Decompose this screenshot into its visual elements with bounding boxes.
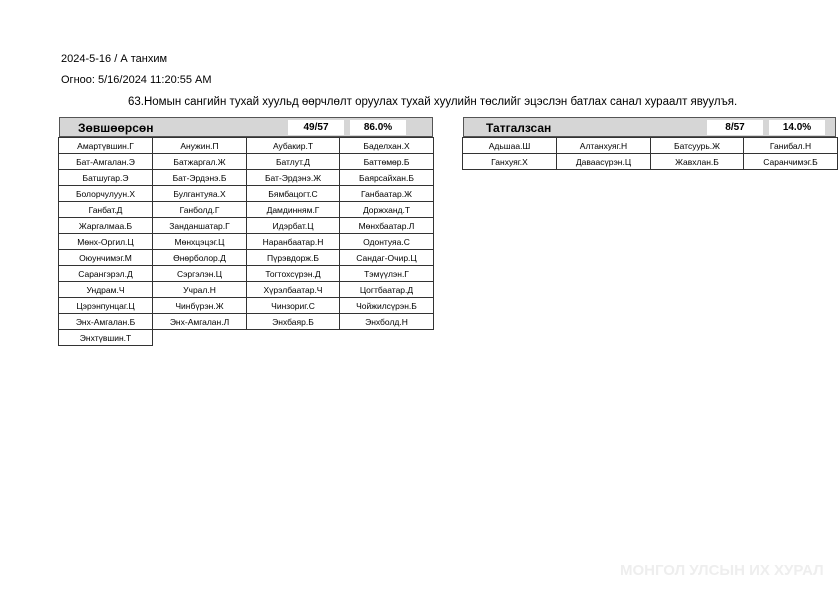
member-name-cell: Дамдинням.Г <box>247 202 340 218</box>
member-name-cell: Энх-Амгалан.Л <box>153 314 247 330</box>
approved-label: Зөвшөөрсөн <box>78 121 154 135</box>
member-name-cell: Оюунчимэг.М <box>59 250 153 266</box>
member-name-cell: Аубакир.Т <box>247 138 340 154</box>
table-row <box>463 138 838 154</box>
member-name-cell: Баярсайхан.Б <box>340 170 434 186</box>
member-name-cell: Сарангэрэл.Д <box>59 266 153 282</box>
table-row <box>59 170 434 186</box>
abstained-header-bar <box>463 117 836 137</box>
table-row <box>59 154 434 170</box>
member-name-cell: Ундрам.Ч <box>59 282 153 298</box>
member-name-cell: Тогтохсүрэн.Д <box>247 266 340 282</box>
table-row <box>59 266 434 282</box>
member-name-cell: Батсуурь.Ж <box>651 138 744 154</box>
member-name-cell: Сэргэлэн.Ц <box>153 266 247 282</box>
member-name-cell: Бат-Амгалан.Э <box>59 154 153 170</box>
member-name-cell: Учрал.Н <box>153 282 247 298</box>
member-name-cell: Чинбүрэн.Ж <box>153 298 247 314</box>
member-name-cell: Бат-Эрдэнэ.Б <box>153 170 247 186</box>
member-name-cell: Пүрэвдорж.Б <box>247 250 340 266</box>
member-name-cell: Энхтүвшин.Т <box>59 330 153 346</box>
member-name-cell: Мөнх-Оргил.Ц <box>59 234 153 250</box>
table-row <box>59 298 434 314</box>
member-name-cell: Сандаг-Очир.Ц <box>340 250 434 266</box>
member-name-cell: Батжаргал.Ж <box>153 154 247 170</box>
member-name-cell: Өнөрболор.Д <box>153 250 247 266</box>
member-name-cell: Чинзориг.С <box>247 298 340 314</box>
table-row <box>59 218 434 234</box>
empty-cell <box>153 330 247 346</box>
member-name-cell: Ганбаатар.Ж <box>340 186 434 202</box>
abstained-names-table <box>462 137 838 170</box>
member-name-cell: Саранчимэг.Б <box>744 154 838 170</box>
member-name-cell: Цэрэнпунцаг.Ц <box>59 298 153 314</box>
table-row <box>59 138 434 154</box>
member-name-cell: Болорчулуун.Х <box>59 186 153 202</box>
approved-header-bar <box>59 117 433 137</box>
table-row <box>59 186 434 202</box>
table-row <box>59 330 434 346</box>
empty-cell <box>340 330 434 346</box>
session-date: 2024-5-16 / А танхим <box>61 53 168 65</box>
table-row <box>59 202 434 218</box>
member-name-cell: Жаргалмаа.Б <box>59 218 153 234</box>
member-name-cell: Анужин.П <box>153 138 247 154</box>
vote-title: 63.Номын сангийн тухай хуульд өөрчлөлт оруулах тухай хуулийн төслийг эцэслэн батлах санал хураалт явуулъя. <box>128 96 738 108</box>
member-name-cell: Доржханд.Т <box>340 202 434 218</box>
abstained-percent: 14.0% <box>769 120 825 135</box>
member-name-cell: Ганболд.Г <box>153 202 247 218</box>
approved-names-table <box>58 137 434 346</box>
approved-count: 49/57 <box>288 120 344 135</box>
member-name-cell: Наранбаатар.Н <box>247 234 340 250</box>
abstained-count: 8/57 <box>707 120 763 135</box>
member-name-cell: Хүрэлбаатар.Ч <box>247 282 340 298</box>
member-name-cell: Жавхлан.Б <box>651 154 744 170</box>
member-name-cell: Батшугар.Э <box>59 170 153 186</box>
vote-timestamp: Огноо: 5/16/2024 11:20:55 AM <box>61 74 212 86</box>
member-name-cell: Энх-Амгалан.Б <box>59 314 153 330</box>
member-name-cell: Энхбаяр.Б <box>247 314 340 330</box>
member-name-cell: Адьшаа.Ш <box>463 138 557 154</box>
table-row <box>463 154 838 170</box>
member-name-cell: Мөнхбаатар.Л <box>340 218 434 234</box>
table-row <box>59 234 434 250</box>
member-name-cell: Ганибал.Н <box>744 138 838 154</box>
member-name-cell: Ганхуяг.Х <box>463 154 557 170</box>
table-row <box>59 282 434 298</box>
member-name-cell: Алтанхуяг.Н <box>557 138 651 154</box>
member-name-cell: Идэрбат.Ц <box>247 218 340 234</box>
approved-percent: 86.0% <box>350 120 406 135</box>
member-name-cell: Одонтуяа.С <box>340 234 434 250</box>
member-name-cell: Булгантуяа.Х <box>153 186 247 202</box>
member-name-cell: Баделхан.Х <box>340 138 434 154</box>
empty-cell <box>247 330 340 346</box>
member-name-cell: Амартүвшин.Г <box>59 138 153 154</box>
member-name-cell: Ганбат.Д <box>59 202 153 218</box>
abstained-label: Татгалзсан <box>486 121 552 135</box>
member-name-cell: Занданшатар.Г <box>153 218 247 234</box>
member-name-cell: Даваасүрэн.Ц <box>557 154 651 170</box>
table-row <box>59 250 434 266</box>
watermark-text: МОНГОЛ УЛСЫН ИХ ХУРАЛ <box>620 562 824 579</box>
member-name-cell: Цогтбаатар.Д <box>340 282 434 298</box>
member-name-cell: Бямбацогт.С <box>247 186 340 202</box>
member-name-cell: Энхболд.Н <box>340 314 434 330</box>
member-name-cell: Бат-Эрдэнэ.Ж <box>247 170 340 186</box>
member-name-cell: Батлут.Д <box>247 154 340 170</box>
table-row <box>59 314 434 330</box>
member-name-cell: Тэмүүлэн.Г <box>340 266 434 282</box>
member-name-cell: Баттөмөр.Б <box>340 154 434 170</box>
member-name-cell: Мөнхцэцэг.Ц <box>153 234 247 250</box>
member-name-cell: Чойжилсүрэн.Б <box>340 298 434 314</box>
